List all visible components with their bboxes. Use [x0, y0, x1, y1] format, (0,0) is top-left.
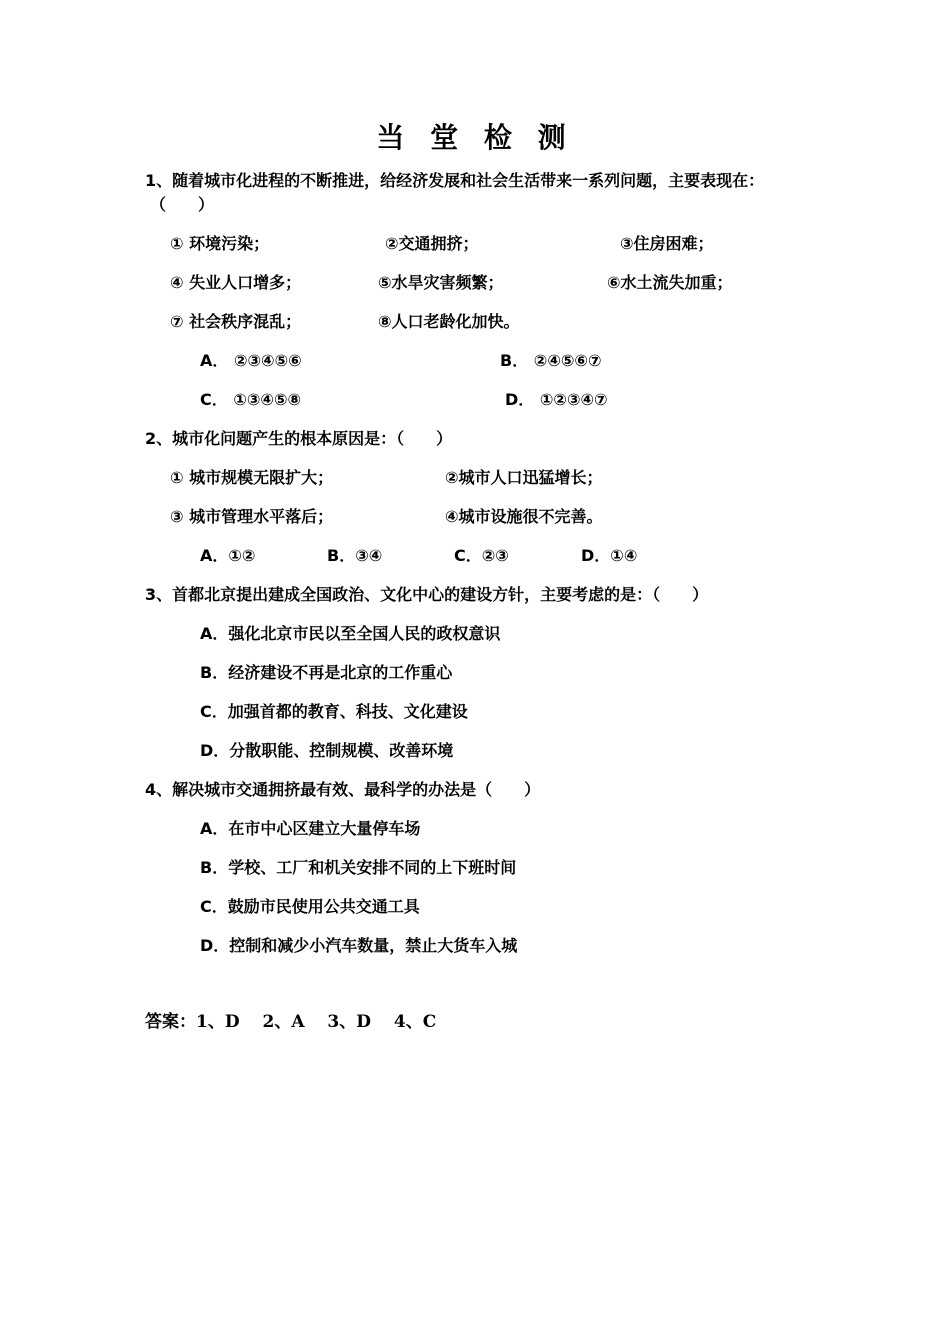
- q1-item-7: ⑦ 社会秩序混乱；: [170, 312, 302, 331]
- q3-option-d: D．分散职能、控制规模、改善环境: [200, 741, 454, 760]
- question-4-stem: 4、解决城市交通拥挤最有效、最科学的办法是（ ）: [145, 780, 541, 799]
- q1-item-5: ⑤水旱灾害频繁；: [378, 273, 504, 292]
- q2-item-3: ③ 城市管理水平落后；: [170, 507, 334, 526]
- q2-option-b: B．③④: [327, 546, 383, 565]
- page-title: 当 堂 检 测: [376, 121, 574, 154]
- q2-option-c: C．②③: [454, 546, 509, 565]
- q2-item-4: ④城市设施很不完善。: [445, 507, 603, 526]
- q1-item-4: ④ 失业人口增多；: [170, 273, 302, 292]
- q2-option-a: A．①②: [200, 546, 256, 565]
- q1-item-6: ⑥水土流失加重；: [607, 273, 733, 292]
- q4-option-d: D．控制和减少小汽车数量，禁止大货车入城: [200, 936, 518, 955]
- q1-item-3: ③住房困难；: [620, 234, 714, 253]
- q1-option-c: C． ①③④⑤⑧: [200, 390, 302, 409]
- q4-option-a: A．在市中心区建立大量停车场: [200, 819, 421, 838]
- q1-item-8: ⑧人口老龄化加快。: [378, 312, 520, 331]
- answer-key: 答案：1、D 2、A 3、D 4、C: [145, 1012, 437, 1032]
- question-3-stem: 3、首都北京提出建成全国政治、文化中心的建设方针，主要考虑的是：（ ）: [145, 585, 709, 604]
- q2-item-2: ②城市人口迅猛增长；: [445, 468, 603, 487]
- q2-option-d: D．①④: [581, 546, 638, 565]
- q1-option-d: D． ①②③④⑦: [505, 390, 608, 409]
- q4-option-c: C．鼓励市民使用公共交通工具: [200, 897, 420, 916]
- q1-item-1: ① 环境污染；: [170, 234, 270, 253]
- q2-item-1: ① 城市规模无限扩大；: [170, 468, 334, 487]
- q1-option-a: A． ②③④⑤⑥: [200, 351, 302, 370]
- question-1-answer-blank: （ ）: [150, 195, 215, 214]
- q3-option-c: C．加强首都的教育、科技、文化建设: [200, 702, 468, 721]
- q4-option-b: B．学校、工厂和机关安排不同的上下班时间: [200, 858, 517, 877]
- question-1-stem: 1、随着城市化进程的不断推进，给经济发展和社会生活带来一系列问题，主要表现在：: [145, 171, 765, 190]
- q3-option-b: B．经济建设不再是北京的工作重心: [200, 663, 453, 682]
- question-2-stem: 2、城市化问题产生的根本原因是：（ ）: [145, 429, 453, 448]
- q1-item-2: ②交通拥挤；: [385, 234, 479, 253]
- q3-option-a: A．强化北京市民以至全国人民的政权意识: [200, 624, 501, 643]
- q1-option-b: B． ②④⑤⑥⑦: [500, 351, 602, 370]
